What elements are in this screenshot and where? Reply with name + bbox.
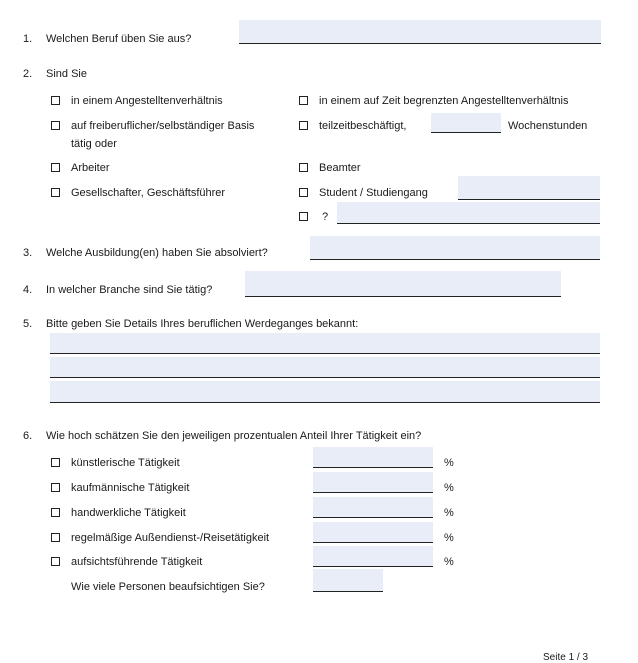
activity-label: regelmäßige Außendienst-/Reisetätigkeit [71,532,270,544]
checkbox-gesellschafter[interactable] [51,188,60,197]
checkbox-arbeiter[interactable] [51,163,60,172]
option-arbeiter-label: Arbeiter [71,162,110,174]
q6-number: 6. [23,430,33,442]
activity-label: kaufmännische Tätigkeit [71,482,190,494]
q6-label: Wie hoch schätzen Sie den jeweiligen prozentualen Anteil Ihrer Tätigkeit ein? [46,430,422,442]
q5-number: 5. [23,318,33,330]
q2-label: Sind Sie [46,68,87,80]
percent-field-aussendienst[interactable] [313,522,433,543]
percent-field-handwerklich[interactable] [313,497,433,518]
activity-label: aufsichtsführende Tätigkeit [71,556,203,568]
option-student-label: Student / Studiengang [319,187,428,199]
option-angestellt-label: in einem Angestelltenverhältnis [71,95,223,107]
q4-number: 4. [23,284,33,296]
activity-label: handwerkliche Tätigkeit [71,507,186,519]
checkbox-zeit-angestellt[interactable] [299,96,308,105]
wochenstunden-label: Wochenstunden [508,120,588,132]
percent-field-kuenstlerisch[interactable] [313,447,433,468]
checkbox-aussendienst[interactable] [51,533,60,542]
option-frei-label-1: auf freiberuflicher/selbständiger Basis [71,120,255,132]
option-other-label: ? [322,211,329,223]
checkbox-kaufmaennisch[interactable] [51,483,60,492]
persons-label: Wie viele Personen beaufsichtigen Sie? [71,581,265,593]
page-number: Seite 1 / 3 [543,652,589,663]
q1-label: Welchen Beruf üben Sie aus? [46,33,192,45]
q3-label: Welche Ausbildung(en) haben Sie absolviert? [46,247,268,259]
branche-field[interactable] [245,271,561,297]
percent-field-aufsicht[interactable] [313,546,433,567]
percent-unit: % [444,482,454,494]
wochenstunden-field[interactable] [431,113,501,133]
other-field[interactable] [337,202,600,224]
option-gesellschafter-label: Gesellschafter, Geschäftsführer [71,187,226,199]
option-zeit-label: in einem auf Zeit begrenzten Angestelltenverhältnis [319,95,569,107]
ausbildung-field[interactable] [310,236,600,260]
percent-field-kaufmaennisch[interactable] [313,472,433,493]
persons-field[interactable] [313,569,383,592]
checkbox-beamter[interactable] [299,163,308,172]
checkbox-angestellt[interactable] [51,96,60,105]
percent-unit: % [444,532,454,544]
beruf-field[interactable] [239,20,601,44]
percent-unit: % [444,507,454,519]
studiengang-field[interactable] [458,176,600,200]
checkbox-kuenstlerisch[interactable] [51,458,60,467]
werdegang-line-2[interactable] [50,357,600,378]
checkbox-handwerklich[interactable] [51,508,60,517]
q1-number: 1. [23,33,33,45]
checkbox-aufsicht[interactable] [51,557,60,566]
q4-label: In welcher Branche sind Sie tätig? [46,284,213,296]
option-frei-label-2: tätig oder [71,138,117,150]
checkbox-other[interactable] [299,212,308,221]
checkbox-freiberuflich[interactable] [51,121,60,130]
checkbox-teilzeit[interactable] [299,121,308,130]
checkbox-student[interactable] [299,188,308,197]
option-teilzeit-label: teilzeitbeschäftigt, [319,120,407,132]
percent-unit: % [444,556,454,568]
werdegang-line-3[interactable] [50,381,600,403]
percent-unit: % [444,457,454,469]
werdegang-line-1[interactable] [50,333,600,354]
q2-number: 2. [23,68,33,80]
q3-number: 3. [23,247,33,259]
q5-label: Bitte geben Sie Details Ihres beruflichen Werdeganges bekannt: [46,318,359,330]
activity-label: künstlerische Tätigkeit [71,457,180,469]
option-beamter-label: Beamter [319,162,361,174]
